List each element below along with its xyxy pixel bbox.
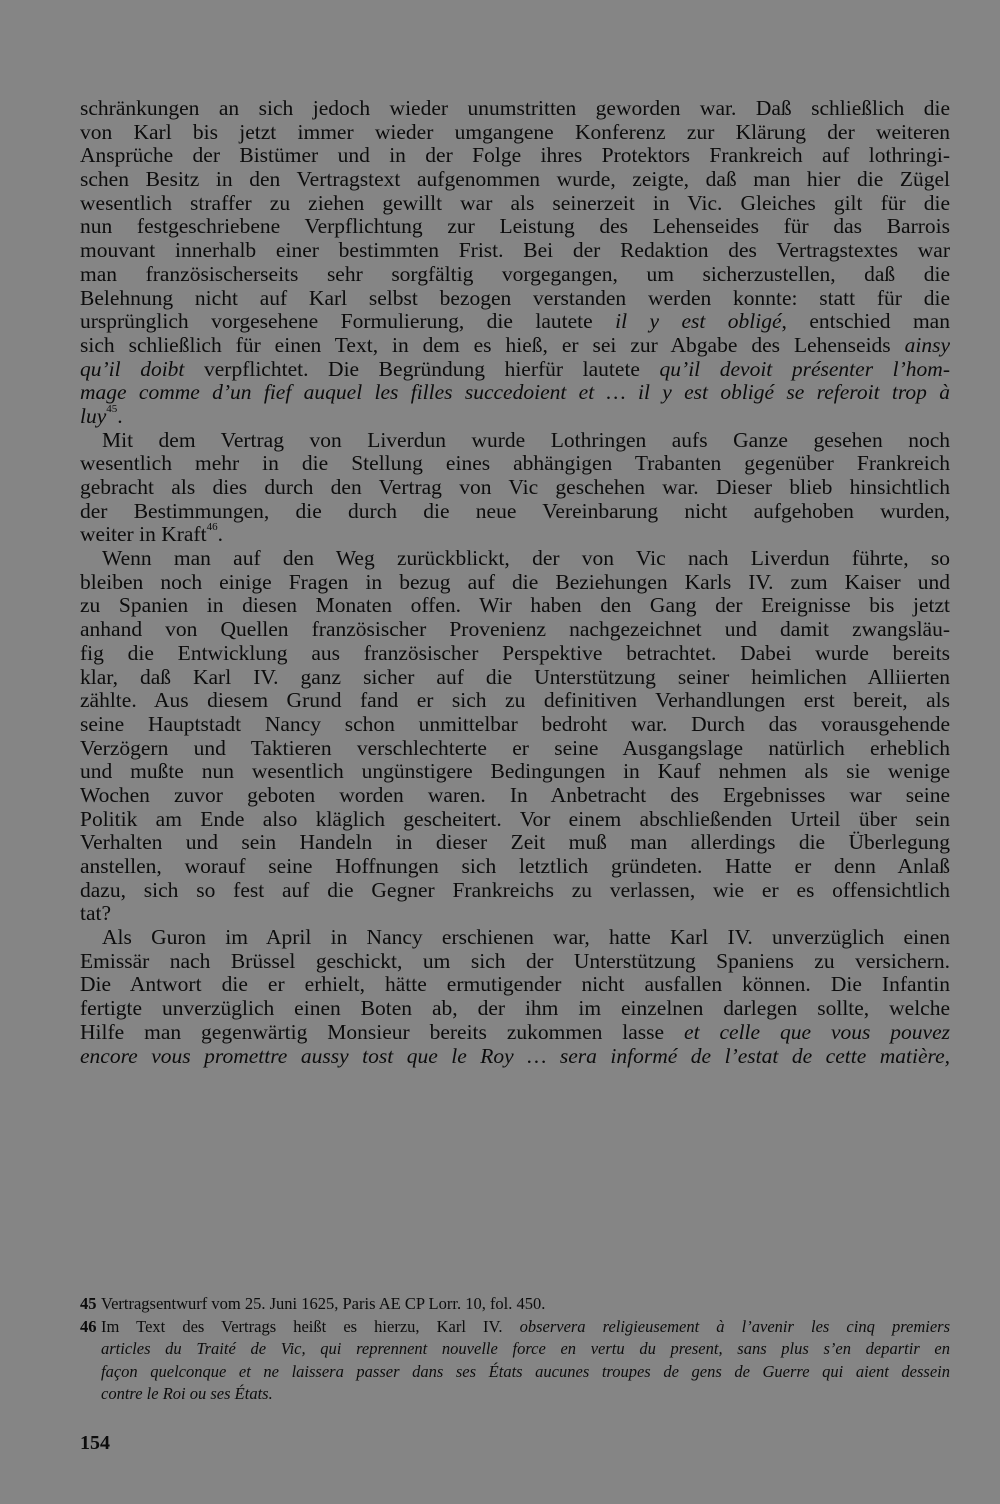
- text-run: zählte. Aus diesem Grund fand er sich zu definitiven Verhandlungen erst bereit, als: [80, 689, 950, 713]
- text-run: Als Guron im April in Nancy erschienen war, hatte Karl IV. unverzüglich einen: [102, 926, 950, 950]
- text-line: [80, 618, 950, 642]
- text-run: fig die Entwicklung aus französischer Perspektive betrachtet. Dabei wurde bereits: [80, 641, 950, 665]
- text-run: weiter in Kraft: [80, 523, 207, 547]
- text-line: [80, 215, 950, 239]
- text-line: [80, 500, 950, 524]
- footnote-number: 46: [80, 1316, 97, 1336]
- italic-quote: il y est obligé: [615, 310, 782, 334]
- footnotes: [80, 1293, 950, 1406]
- text-run: , entschied man: [781, 310, 950, 334]
- text-line: [80, 879, 950, 903]
- text-run: gebracht als dies durch den Vertrag von Vic geschehen war. Dieser blieb hinsichtlich: [80, 476, 950, 499]
- text-run: wesentlich straffer zu ziehen gewillt war als seinerzeit in Vic. Gleiches gilt für die: [80, 191, 950, 215]
- text-line: [80, 737, 950, 761]
- text-line: [80, 926, 950, 950]
- text-line: [80, 239, 950, 263]
- text-line: [80, 713, 950, 737]
- text-line: [80, 808, 950, 832]
- text-run: Hilfe man gegenwärtig Monsieur bereits zukommen lasse: [80, 1020, 685, 1044]
- text-run: schen Besitz in den Vertragstext aufgenommen wurde, zeigte, daß man hier die Zügel: [80, 168, 950, 192]
- text-line: [80, 144, 950, 168]
- text-line: [80, 689, 950, 713]
- text-run: Politik am Ende also kläglich gescheitert. Vor einem abschließenden Urteil über sein: [80, 807, 950, 831]
- italic-quote: mage comme d’un fief auquel les filles succedoient et … il y est obligé se referoit trop à: [80, 381, 950, 405]
- text-run: dazu, sich so fest auf die Gegner Frankreichs zu verlassen, wie er es offensichtlich: [80, 878, 950, 902]
- text-line: [80, 168, 950, 192]
- text-run: Verzögern und Taktieren verschlechterte er seine Ausgangslage natürlich erheblich: [80, 736, 950, 760]
- text-line: [80, 571, 950, 595]
- text-line: [80, 405, 950, 429]
- italic-quote: qu’il devoit présenter l’hom-: [659, 357, 950, 381]
- text-run: Wochen zuvor geboten worden waren. In Anbetracht des Ergebnisses war seine: [80, 783, 950, 807]
- footnote-line: [80, 1316, 950, 1339]
- text-line: [80, 287, 950, 311]
- text-line: [80, 642, 950, 666]
- text-run: zu Spanien in diesen Monaten offen. Wir haben den Gang der Ereignisse bis jetzt: [80, 594, 950, 618]
- text-line: [80, 334, 950, 358]
- text-run: sich schließlich für einen Text, in dem es hieß, er sei zur Abgabe des Lehenseids: [80, 333, 905, 357]
- italic-quote: et celle que vous pouvez: [684, 1020, 950, 1044]
- text-line: [80, 97, 950, 121]
- text-run: Die Antwort die er erhielt, hätte ermutigender nicht ausfallen können. Die Infantin: [80, 973, 950, 997]
- text-line: [80, 1045, 950, 1069]
- text-run: Im Text des Vertrags heißt es hierzu, Karl IV.: [101, 1316, 520, 1336]
- footnote-line: [80, 1338, 950, 1361]
- text-line: [80, 1021, 950, 1045]
- text-line: [80, 784, 950, 808]
- text-run: Verhalten und sein Handeln in dieser Zeit muß man allerdings die Überlegung: [80, 831, 950, 855]
- text-run: Belehnung nicht auf Karl selbst bezogen verstanden werden konnte: statt für die: [80, 286, 950, 310]
- text-run: anstellen, worauf seine Hoffnungen sich letztlich gründeten. Hatte er denn Anlaß: [80, 855, 950, 878]
- text-run: mouvant innerhalb einer bestimmten Frist. Bei der Redaktion des Vertragstextes war: [80, 239, 950, 263]
- text-line: [80, 997, 950, 1021]
- italic-quote: contre le Roi ou ses États.: [101, 1384, 273, 1403]
- text-run: von Karl bis jetzt immer wieder umgangene Konferenz zur Klärung der weiteren: [80, 120, 950, 144]
- text-run: .: [217, 523, 223, 547]
- text-run: tat?: [80, 902, 112, 926]
- text-line: [80, 263, 950, 287]
- text-line: [80, 358, 950, 382]
- text-run: und mußte nun wesentlich ungünstigere Bedingungen in Kauf nehmen als sie wenige: [80, 760, 950, 784]
- footnote-number: 45: [80, 1294, 97, 1313]
- text-run: der Bestimmungen, die durch die neue Vereinbarung nicht aufgehoben wurden,: [80, 499, 950, 523]
- italic-quote: encore vous promettre aussy tost que le Roy … sera informé de l’estat de cette matière,: [80, 1044, 950, 1068]
- text-line: [80, 831, 950, 855]
- text-line: [80, 121, 950, 145]
- footnote-reference: 46: [206, 523, 218, 534]
- text-run: Mit dem Vertrag von Liverdun wurde Lothringen aufs Ganze gesehen noch: [102, 428, 950, 452]
- text-run: Vertragsentwurf vom 25. Juni 1625, Paris AE CP Lorr. 10, fol. 450.: [101, 1294, 546, 1313]
- footnote-line: [80, 1361, 950, 1384]
- text-line: [80, 594, 950, 618]
- text-line: [80, 429, 950, 453]
- italic-quote: qu’il doibt: [80, 357, 185, 381]
- footnote: [80, 1316, 950, 1406]
- text-line: [80, 666, 950, 690]
- footnote-line: [80, 1383, 950, 1406]
- text-run: schränkungen an sich jedoch wieder unumstritten geworden war. Daß schließlich die: [80, 97, 950, 120]
- text-line: [80, 310, 950, 334]
- footnote: [80, 1293, 950, 1316]
- text-run: Wenn man auf den Weg zurückblickt, der von Vic nach Liverdun führte, so: [102, 547, 950, 571]
- text-run: nun festgeschriebene Verpflichtung zur Leistung des Lehenseides für das Barrois: [80, 215, 950, 239]
- text-line: [80, 476, 950, 500]
- text-line: [80, 902, 950, 926]
- page-number: 154: [80, 1432, 110, 1454]
- text-run: Ansprüche der Bistümer und in der Folge ihres Protektors Frankreich auf lothringi-: [80, 144, 950, 168]
- italic-quote: façon quelconque et ne laissera passer dans ses États aucunes troupes de gens de Guerre qui aient dessein: [101, 1361, 950, 1381]
- text-run: verpflichtet. Die Begründung hierfür lautete: [184, 357, 660, 381]
- text-line: [80, 452, 950, 476]
- text-run: klar, daß Karl IV. ganz sicher auf die Unterstützung seiner heimlichen Alliierten: [80, 665, 950, 689]
- text-line: [80, 381, 950, 405]
- italic-quote: luy: [80, 404, 107, 428]
- text-line: [80, 192, 950, 216]
- italic-quote: articles du Traité de Vic, qui reprennent nouvelle force en vertu du present, sans plus s’en departir en: [101, 1339, 950, 1358]
- text-run: man französischerseits sehr sorgfältig vorgegangen, um sicherzustellen, daß die: [80, 262, 950, 286]
- text-run: anhand von Quellen französischer Provenienz nachgezeichnet und damit zwangsläu-: [80, 618, 950, 642]
- text-line: [80, 760, 950, 784]
- text-line: [80, 547, 950, 571]
- text-run: wesentlich mehr in die Stellung eines abhängigen Trabanten gegenüber Frankreich: [80, 452, 950, 476]
- italic-quote: ainsy: [904, 333, 950, 357]
- text-run: seine Hauptstadt Nancy schon unmittelbar bedroht war. Durch das vorausgehende: [80, 712, 950, 736]
- text-run: bleiben noch einige Fragen in bezug auf die Beziehungen Karls IV. zum Kaiser und: [80, 570, 950, 594]
- text-run: .: [117, 404, 123, 428]
- text-line: [80, 523, 950, 547]
- text-line: [80, 973, 950, 997]
- text-line: [80, 950, 950, 974]
- body-text: [80, 97, 950, 1068]
- footnote-line: [80, 1293, 950, 1316]
- footnote-reference: 45: [106, 404, 118, 415]
- italic-quote: observera religieusement à l’avenir les cinq premiers: [519, 1316, 950, 1336]
- text-run: Emissär nach Brüssel geschickt, um sich der Unterstützung Spaniens zu versichern.: [80, 949, 950, 973]
- text-run: ursprünglich vorgesehene Formulierung, die lautete: [80, 310, 616, 334]
- text-run: fertigte unverzüglich einen Boten ab, der ihm im einzelnen darlegen sollte, welche: [80, 997, 950, 1021]
- text-line: [80, 855, 950, 879]
